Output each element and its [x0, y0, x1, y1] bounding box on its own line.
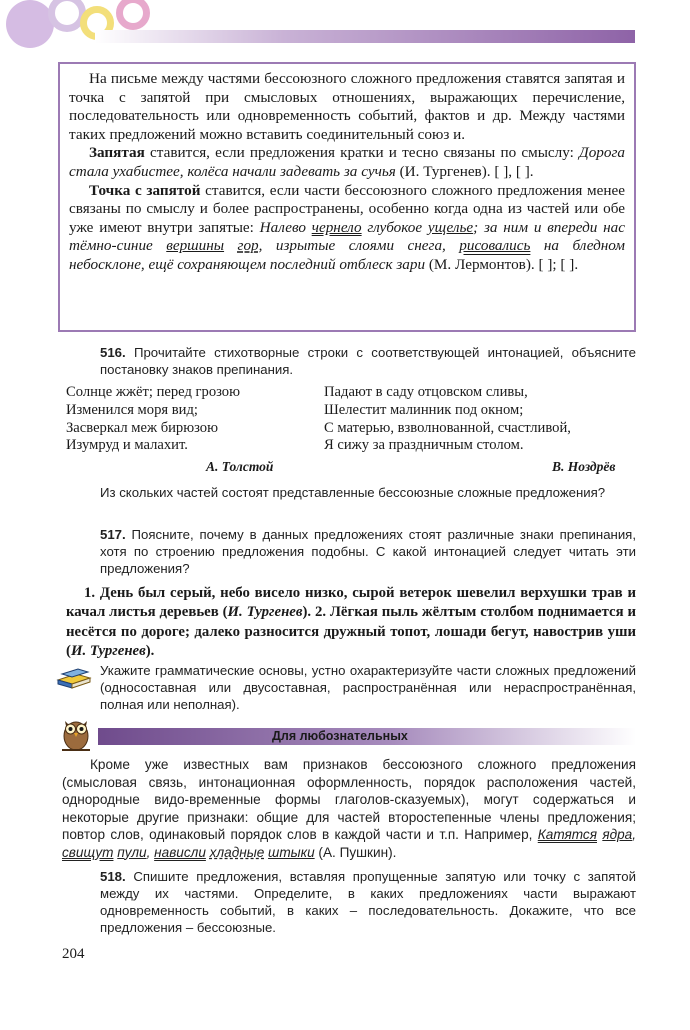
author-right: В. Ноздрёв	[552, 459, 616, 474]
task-517	[100, 526, 636, 577]
task-number: 516.	[100, 345, 126, 360]
rule-text: ставится, если предложения кратки и тесно связаны по смыслу:	[144, 144, 580, 162]
poem-line: Шелестит малинник под окном;	[324, 401, 524, 418]
task-517-note: Укажите грамматические основы, устно охарактеризуйте части сложных предложений (односоставная или двусоставная, распространённая или нераспространённая, полная или неполная).	[100, 663, 636, 712]
example-sentences: 1. День был серый, небо висело низко, сырой ветерок шевелил верхушки трав и качал листья деревьев (И. Тургенев). 2. Лёгкая пыль жёлтым столбом поднимается и несётся по дороге; далеко разносится дружный топот, лошади бегут, навострив уши (И. Тургенев).	[66, 585, 636, 660]
example-1: Дорога стала ухабистее, колёса начали задевать за сучья	[69, 144, 625, 180]
source-1: (И. Тургенев). [ ], [ ].	[395, 162, 534, 180]
poem-line: Падают в саду отцовском сливы,	[324, 384, 528, 400]
books-icon	[54, 664, 94, 690]
poem-line: Солнце жжёт; перед грозою	[66, 384, 240, 400]
term-semicolon: Точка с запятой	[89, 181, 201, 199]
task-518	[100, 868, 636, 936]
author-left: А. Толстой	[206, 459, 274, 474]
poem-right	[324, 384, 571, 455]
task-text: Прочитайте стихотворные строки с соответствующей интонацией, объясните постановку знаков препинания.	[100, 345, 636, 377]
page-number: 204	[62, 946, 85, 962]
task-text: Спишите предложения, вставляя пропущенные запятую или точку с запятой между их частями. Определите, в каких предложениях части выражают одновременность событий, в каких – последовательность. Докажите, что все предложения – бессоюзные.	[100, 869, 636, 935]
curious-text: Кроме уже известных вам признаков бессоюзного сложного предложения (смысловая связь, интонационная оформленность, порядок расположения частей, однородные видо-временные формы глаголов-сказуемых), могут содержаться и некоторые другие признаки: общие для частей второстепенные члены предложения; повтор слов, одинаковый порядок слов в каждой части и т.п. Например, Катятся ядра, свищут пули, нависли хладные штыки (А. Пушкин).	[62, 757, 636, 860]
rule-paragraph-1: На письме между частями бессоюзного сложного предложения ставятся запятая и точка с запятой при смысловых отношениях, выражающих перечисление, последовательность или одновременность событий, фактов и др. Между частями таких предложений можно вставить соединительный союз и.	[69, 70, 625, 143]
poem-line: С матерью, взволнованной, счастливой,	[324, 419, 571, 436]
task-516-question: Из скольких частей состоят представленные бессоюзные сложные предложения?	[100, 485, 606, 500]
header-band	[95, 30, 635, 43]
section-title: Для любознательных	[272, 729, 408, 743]
poem-line: Изменился моря вид;	[66, 401, 198, 418]
task-number: 518.	[100, 869, 126, 884]
rule-paragraph-3	[69, 182, 625, 275]
task-number: 517.	[100, 527, 126, 542]
poem-line: Я сижу за праздничным столом.	[324, 437, 524, 454]
owl-icon	[58, 712, 94, 752]
example-2: Налево чернело глубокое ущелье; за ним и впереди нас тёмно-синие вершины гор, изрытые слоями снега, рисовались на бледном небосклоне, ещё сохраняющем последний отблеск зари	[69, 218, 625, 273]
rule-text: ставится, если части бессоюзного сложного предложения менее связаны по смыслу и более распространены, особенно когда одна из частей или обе уже имеют внутри запятые:	[69, 181, 625, 236]
poem-line: Засверкал меж бирюзою	[66, 419, 219, 436]
term-comma: Запятая	[89, 144, 145, 162]
rule-paragraph-2	[69, 144, 625, 181]
decor-circle-4	[116, 0, 150, 30]
source-2: (М. Лермонтов). [ ]; [ ].	[425, 255, 579, 273]
rule-box	[58, 62, 636, 332]
task-516	[100, 344, 636, 378]
poem-line: Изумруд и малахит.	[66, 437, 188, 454]
task-text: Поясните, почему в данных предложениях стоят различные знаки препинания, хотя по строению предложения подобны. С какой интонацией следует читать эти предложения?	[100, 527, 636, 576]
poem-left	[66, 384, 240, 455]
decor-circle-1	[6, 0, 54, 48]
